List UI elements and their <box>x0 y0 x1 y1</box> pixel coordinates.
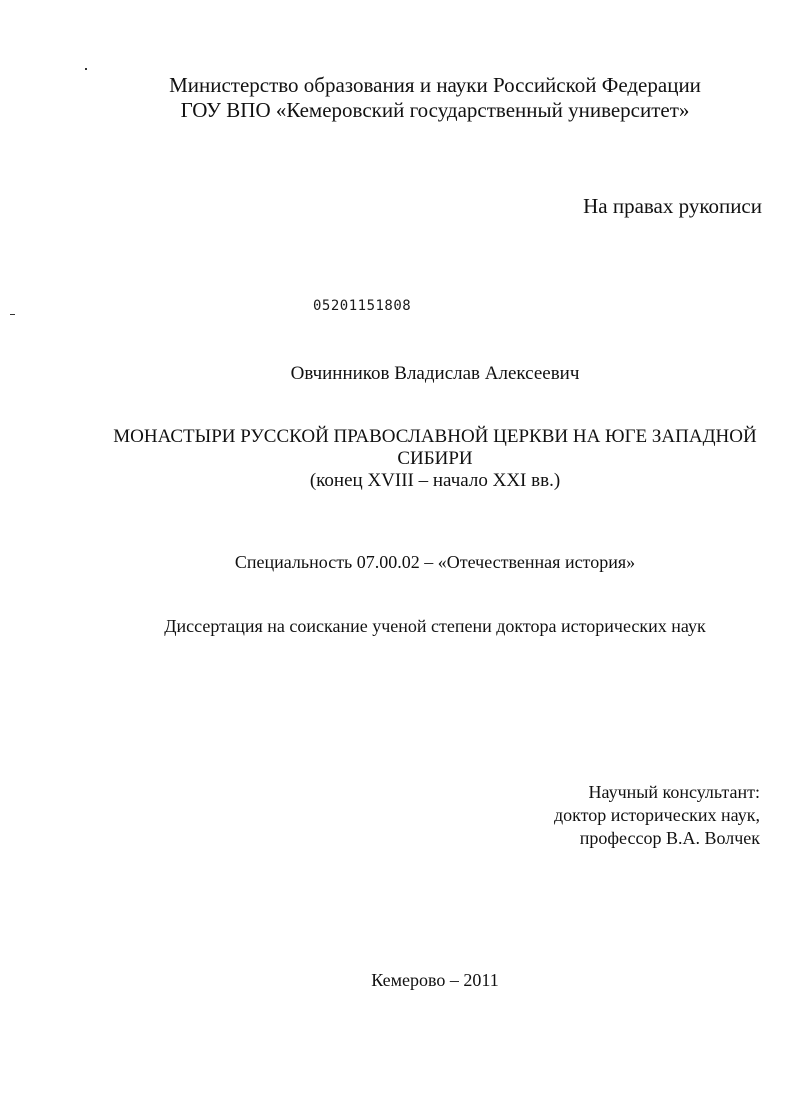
consultant-name: профессор В.А. Волчек <box>579 828 760 848</box>
university-title: ГОУ ВПО «Кемеровский государственный университет» <box>180 98 690 122</box>
consultant-label: Научный консультант: <box>588 782 760 802</box>
consultant-block <box>554 781 760 850</box>
dissertation-degree-line: Диссертация на соискание ученой степени доктора исторических наук <box>164 616 706 636</box>
dissertation-title-line-2: СИБИРИ <box>397 448 473 469</box>
dissertation-title-period: (конец XVIII – начало XXI вв.) <box>309 470 561 491</box>
ministry-title: Министерство образования и науки Российской Федерации <box>169 73 701 97</box>
author-name: Овчинников Владислав Алексеевич <box>290 363 580 384</box>
city-year: Кемерово – 2011 <box>371 970 499 990</box>
catalog-code: 05201151808 <box>313 298 412 314</box>
speck-mark-left <box>10 314 15 315</box>
rights-note: На правах рукописи <box>583 194 762 218</box>
dissertation-title-line-1: МОНАСТЫРИ РУССКОЙ ПРАВОСЛАВНОЙ ЦЕРКВИ НА ЮГЕ ЗАПАДНОЙ <box>113 426 757 447</box>
speck-mark-top <box>85 68 87 70</box>
specialty-line: Специальность 07.00.02 – «Отечественная история» <box>234 552 636 572</box>
consultant-degree: доктор исторических наук, <box>554 805 760 825</box>
